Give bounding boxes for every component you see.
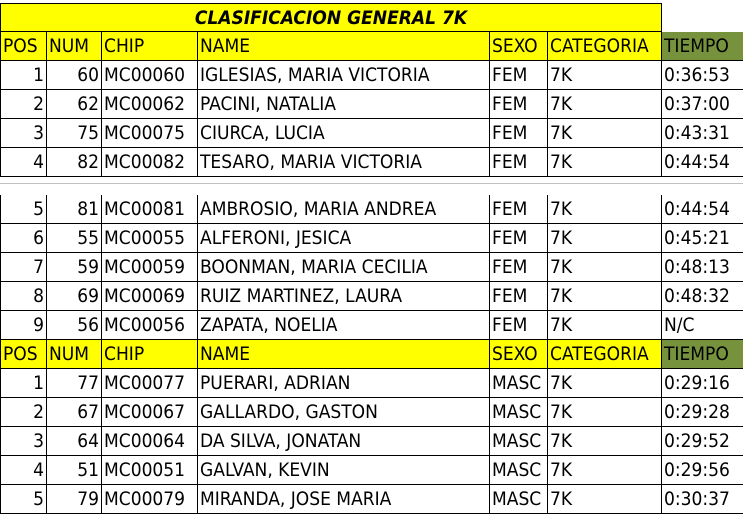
cell-sexo: MASC bbox=[490, 427, 548, 456]
cell-chip: MC00079 bbox=[102, 485, 198, 514]
cell-name: AMBROSIO, MARIA ANDREA bbox=[198, 195, 490, 224]
header-sexo: SEXO bbox=[490, 340, 548, 369]
cell-sexo: FEM bbox=[490, 311, 548, 340]
cell-chip: MC00069 bbox=[102, 282, 198, 311]
cell-name: ZAPATA, NOELIA bbox=[198, 311, 490, 340]
cell-pos: 2 bbox=[0, 398, 47, 427]
cell-time: 0:29:16 bbox=[662, 369, 743, 398]
cell-name: ALFERONI, JESICA bbox=[198, 224, 490, 253]
cell-num: 51 bbox=[47, 456, 102, 485]
cell-cat: 7K bbox=[548, 90, 662, 119]
table-row bbox=[0, 61, 743, 90]
cell-time: 0:36:53 bbox=[662, 61, 743, 90]
cell-time: 0:43:31 bbox=[662, 119, 743, 148]
table-row bbox=[0, 427, 743, 456]
cell-pos: 3 bbox=[0, 119, 47, 148]
sheet-divider bbox=[0, 183, 743, 184]
cell-num: 79 bbox=[47, 485, 102, 514]
cell-time: 0:44:54 bbox=[662, 195, 743, 224]
table-row bbox=[0, 224, 743, 253]
cell-pos: 7 bbox=[0, 253, 47, 282]
header-sexo: SEXO bbox=[490, 32, 548, 61]
cell-num: 82 bbox=[47, 148, 102, 177]
cell-cat: 7K bbox=[548, 456, 662, 485]
header-categoria: CATEGORIA bbox=[548, 340, 662, 369]
cell-sexo: FEM bbox=[490, 195, 548, 224]
cell-chip: MC00081 bbox=[102, 195, 198, 224]
header-pos: POS bbox=[0, 340, 47, 369]
cell-num: 59 bbox=[47, 253, 102, 282]
table-row bbox=[0, 253, 743, 282]
cell-pos: 9 bbox=[0, 311, 47, 340]
cell-name: BOONMAN, MARIA CECILIA bbox=[198, 253, 490, 282]
cell-num: 81 bbox=[47, 195, 102, 224]
cell-chip: MC00059 bbox=[102, 253, 198, 282]
cell-cat: 7K bbox=[548, 427, 662, 456]
header-tiempo: TIEMPO bbox=[662, 32, 743, 61]
cell-name: GALLARDO, GASTON bbox=[198, 398, 490, 427]
cell-time: 0:30:37 bbox=[662, 485, 743, 514]
cell-pos: 4 bbox=[0, 456, 47, 485]
header-chip: CHIP bbox=[102, 340, 198, 369]
header-pos: POS bbox=[0, 32, 47, 61]
cell-num: 77 bbox=[47, 369, 102, 398]
cell-num: 75 bbox=[47, 119, 102, 148]
cell-time: N/C bbox=[662, 311, 743, 340]
fem-header-row bbox=[0, 32, 743, 61]
cell-num: 62 bbox=[47, 90, 102, 119]
table-row bbox=[0, 398, 743, 427]
cell-cat: 7K bbox=[548, 282, 662, 311]
cell-sexo: FEM bbox=[490, 119, 548, 148]
header-num: NUM bbox=[47, 32, 102, 61]
cell-pos: 5 bbox=[0, 485, 47, 514]
title-row bbox=[0, 0, 743, 32]
cell-name: MIRANDA, JOSE MARIA bbox=[198, 485, 490, 514]
cell-cat: 7K bbox=[548, 369, 662, 398]
cell-sexo: MASC bbox=[490, 456, 548, 485]
cell-pos: 2 bbox=[0, 90, 47, 119]
cell-cat: 7K bbox=[548, 311, 662, 340]
cell-num: 55 bbox=[47, 224, 102, 253]
table-row bbox=[0, 119, 743, 148]
cell-sexo: FEM bbox=[490, 253, 548, 282]
cell-time: 0:29:56 bbox=[662, 456, 743, 485]
header-name: NAME bbox=[198, 32, 490, 61]
header-name: NAME bbox=[198, 340, 490, 369]
sheet-title: CLASIFICACION GENERAL 7K bbox=[0, 3, 662, 32]
cell-chip: MC00062 bbox=[102, 90, 198, 119]
cell-name: GALVAN, KEVIN bbox=[198, 456, 490, 485]
cell-sexo: FEM bbox=[490, 282, 548, 311]
cell-pos: 5 bbox=[0, 195, 47, 224]
masc-header-row bbox=[0, 340, 743, 369]
cell-name: PUERARI, ADRIAN bbox=[198, 369, 490, 398]
cell-sexo: FEM bbox=[490, 224, 548, 253]
cell-time: 0:48:32 bbox=[662, 282, 743, 311]
cell-chip: MC00055 bbox=[102, 224, 198, 253]
cell-sexo: FEM bbox=[490, 61, 548, 90]
cell-sexo: MASC bbox=[490, 485, 548, 514]
cell-num: 56 bbox=[47, 311, 102, 340]
cell-name: PACINI, NATALIA bbox=[198, 90, 490, 119]
cell-chip: MC00067 bbox=[102, 398, 198, 427]
cell-time: 0:48:13 bbox=[662, 253, 743, 282]
cell-chip: MC00077 bbox=[102, 369, 198, 398]
cell-name: IGLESIAS, MARIA VICTORIA bbox=[198, 61, 490, 90]
cell-cat: 7K bbox=[548, 485, 662, 514]
cell-time: 0:44:54 bbox=[662, 148, 743, 177]
cell-name: DA SILVA, JONATAN bbox=[198, 427, 490, 456]
header-chip: CHIP bbox=[102, 32, 198, 61]
cell-name: RUIZ MARTINEZ, LAURA bbox=[198, 282, 490, 311]
cell-time: 0:29:52 bbox=[662, 427, 743, 456]
cell-cat: 7K bbox=[548, 195, 662, 224]
cell-cat: 7K bbox=[548, 224, 662, 253]
cell-chip: MC00060 bbox=[102, 61, 198, 90]
cell-num: 67 bbox=[47, 398, 102, 427]
cell-name: CIURCA, LUCIA bbox=[198, 119, 490, 148]
cell-pos: 3 bbox=[0, 427, 47, 456]
cell-sexo: FEM bbox=[490, 148, 548, 177]
table-row bbox=[0, 282, 743, 311]
cell-chip: MC00082 bbox=[102, 148, 198, 177]
cell-pos: 1 bbox=[0, 369, 47, 398]
table-row bbox=[0, 90, 743, 119]
table-row bbox=[0, 311, 743, 340]
cell-num: 69 bbox=[47, 282, 102, 311]
cell-chip: MC00075 bbox=[102, 119, 198, 148]
cell-cat: 7K bbox=[548, 119, 662, 148]
cell-chip: MC00056 bbox=[102, 311, 198, 340]
header-categoria: CATEGORIA bbox=[548, 32, 662, 61]
header-num: NUM bbox=[47, 340, 102, 369]
cell-pos: 1 bbox=[0, 61, 47, 90]
header-tiempo: TIEMPO bbox=[662, 340, 743, 369]
table-row bbox=[0, 485, 743, 514]
cell-sexo: MASC bbox=[490, 369, 548, 398]
cell-chip: MC00051 bbox=[102, 456, 198, 485]
table-row bbox=[0, 195, 743, 224]
cell-sexo: MASC bbox=[490, 398, 548, 427]
cell-cat: 7K bbox=[548, 253, 662, 282]
cell-pos: 6 bbox=[0, 224, 47, 253]
table-row bbox=[0, 148, 743, 177]
cell-chip: MC00064 bbox=[102, 427, 198, 456]
cell-cat: 7K bbox=[548, 148, 662, 177]
cell-sexo: FEM bbox=[490, 90, 548, 119]
cell-num: 64 bbox=[47, 427, 102, 456]
table-row bbox=[0, 369, 743, 398]
cell-cat: 7K bbox=[548, 398, 662, 427]
cell-cat: 7K bbox=[548, 61, 662, 90]
cell-time: 0:29:28 bbox=[662, 398, 743, 427]
cell-name: TESARO, MARIA VICTORIA bbox=[198, 148, 490, 177]
cell-time: 0:45:21 bbox=[662, 224, 743, 253]
cell-pos: 8 bbox=[0, 282, 47, 311]
cell-pos: 4 bbox=[0, 148, 47, 177]
cell-time: 0:37:00 bbox=[662, 90, 743, 119]
table-row bbox=[0, 456, 743, 485]
cell-num: 60 bbox=[47, 61, 102, 90]
